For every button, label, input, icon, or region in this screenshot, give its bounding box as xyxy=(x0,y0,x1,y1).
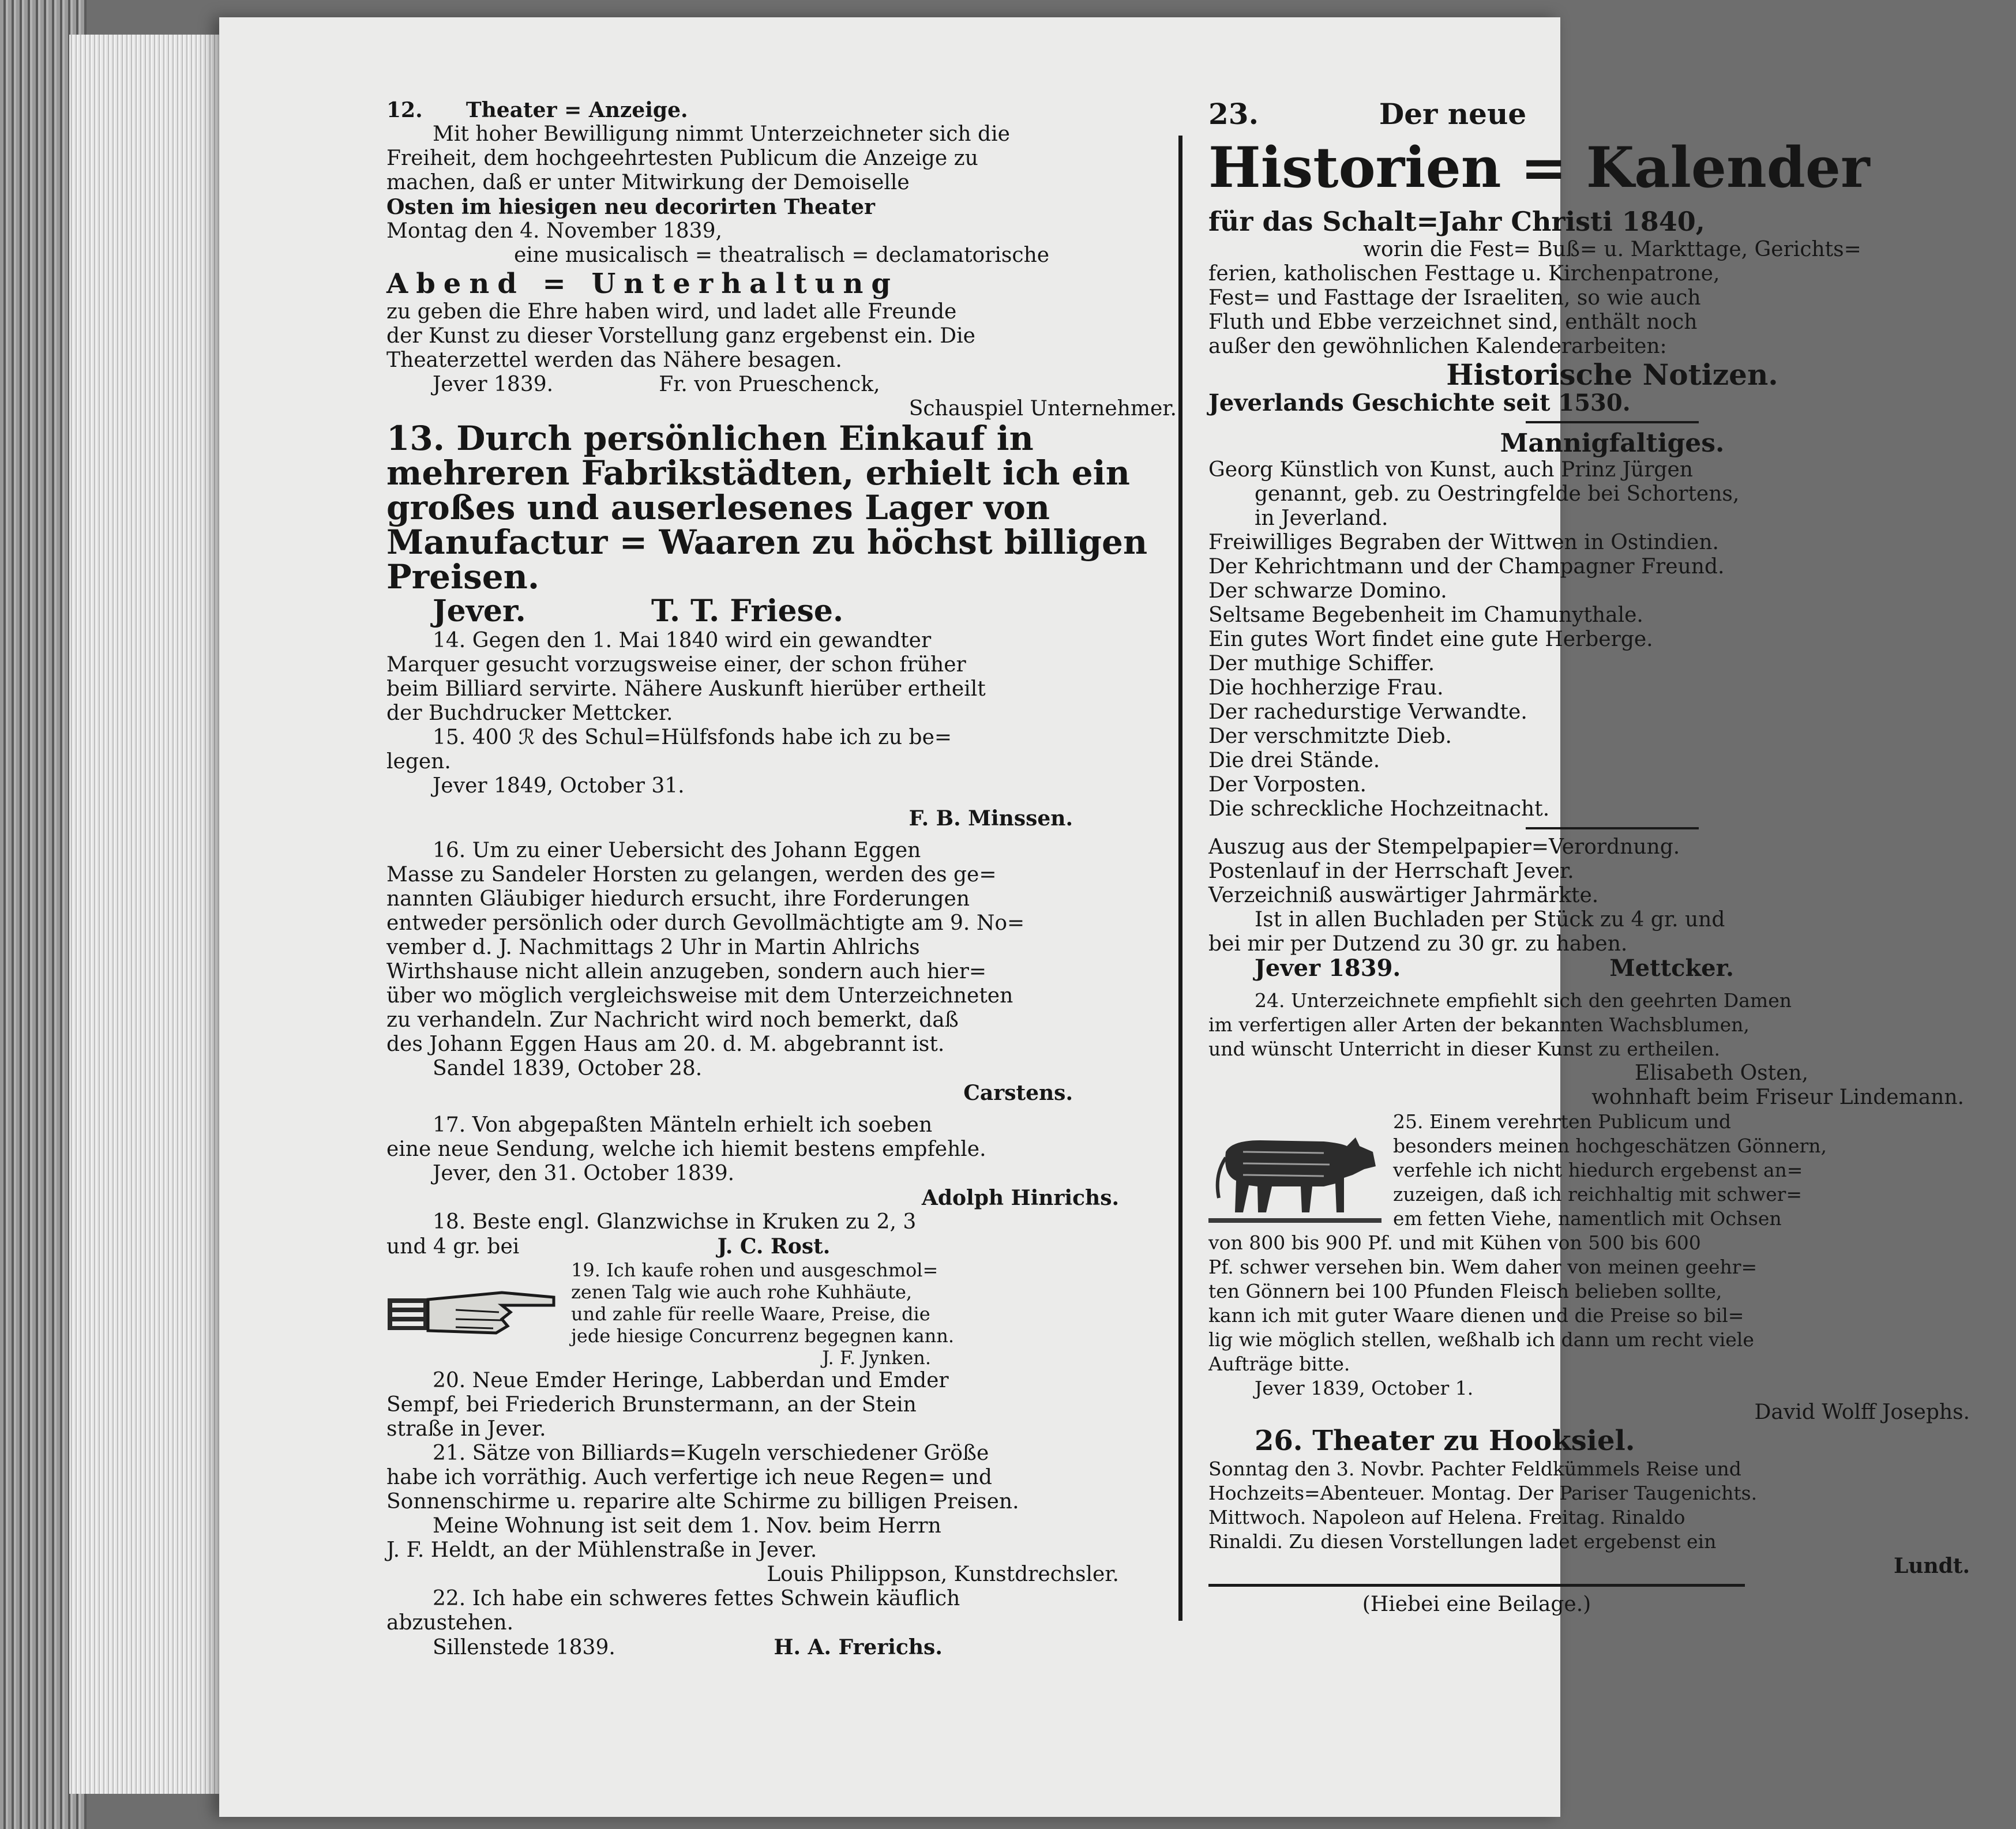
ad-15-line: 15. 400 ℛ des Schul=Hülfsfonds habe ich zu be= xyxy=(433,726,952,749)
ad-23-item: Der rachedurstige Verwandte. xyxy=(1208,700,1527,724)
ad-16-line: über wo möglich vergleichsweise mit dem Unterzeichneten xyxy=(386,984,1013,1008)
ad-16-line: 16. Um zu einer Uebersicht des Johann Eggen xyxy=(433,839,921,862)
ad-23-item: Der muthige Schiffer. xyxy=(1208,652,1435,675)
ad-25 xyxy=(1208,1110,2016,1425)
newspaper-page xyxy=(219,17,1970,1817)
ad-19-signer: J. F. Jynken. xyxy=(822,1347,932,1369)
ad-17-line: eine neue Sendung, welche ich hiemit bestens empfehle. xyxy=(386,1137,986,1161)
ad-12-title: Theater = Anzeige. xyxy=(465,98,688,122)
ad-23-item: Der schwarze Domino. xyxy=(1208,579,1447,603)
ad-20-line: 20. Neue Emder Heringe, Labberdan und Emder xyxy=(433,1369,949,1392)
ad-16-line: zu verhandeln. Zur Nachricht wird noch bemerkt, daß xyxy=(386,1008,959,1032)
ad-17 xyxy=(386,1113,1177,1210)
ad-23-section-item: Jeverlands Geschichte seit 1530. xyxy=(1208,389,1631,416)
ad-13-line: 13. Durch persönlichen Einkauf in xyxy=(386,419,1034,458)
ad-13-line: Preisen. xyxy=(386,557,540,596)
ad-23-desc: Fest= und Fasttage der Israeliten, so wie auch xyxy=(1208,286,1701,310)
ad-24-address: wohnhaft beim Friseur Lindemann. xyxy=(1591,1086,1964,1109)
ad-14 xyxy=(386,629,1177,726)
ad-21-line: 21. Sätze von Billiards=Kugeln verschiedener Größe xyxy=(433,1441,989,1465)
ad-25-line: Aufträge bitte. xyxy=(1208,1353,1350,1375)
ad-23-item: Die schreckliche Hochzeitnacht. xyxy=(1208,797,1550,821)
ad-13-signer: T. T. Friese. xyxy=(651,594,844,629)
ad-17-line: Jever, den 31. October 1839. xyxy=(433,1162,735,1185)
ad-12-line: machen, daß er unter Mitwirkung der Demoiselle xyxy=(386,171,910,194)
ad-26-title: 26. Theater zu Hooksiel. xyxy=(1255,1425,1635,1457)
ad-23-item: Georg Künstlich von Kunst, auch Prinz Jürgen xyxy=(1208,458,1693,482)
ad-23-section-misc: Mannigfaltiges. xyxy=(1500,429,1725,458)
separator-line xyxy=(1526,421,1699,423)
ad-24-line: und wünscht Unterricht in dieser Kunst zu ertheilen. xyxy=(1208,1038,1720,1060)
ad-19-line: 19. Ich kaufe rohen und ausgeschmol= xyxy=(571,1259,938,1281)
ad-16-line: Masse zu Sandeler Horsten zu gelangen, werden des ge= xyxy=(386,863,997,887)
ad-23-number: 23. xyxy=(1208,97,1259,131)
ad-26-line: Hochzeits=Abenteuer. Montag. Der Pariser Taugenichts. xyxy=(1208,1482,1758,1504)
ad-13-place: Jever. xyxy=(433,594,526,629)
ad-21-line: J. F. Heldt, an der Mühlenstraße in Jever. xyxy=(386,1538,817,1562)
ad-13-line: großes und auserlesenes Lager von xyxy=(386,488,1050,527)
ad-12-line: zu geben die Ehre haben wird, und ladet alle Freunde xyxy=(386,300,957,324)
ad-23-section-historical: Historische Notizen. xyxy=(1446,358,1778,392)
ad-12-place: Jever 1839. xyxy=(433,373,554,396)
ad-25-line: Jever 1839, October 1. xyxy=(1255,1377,1474,1399)
ad-16-line: Sandel 1839, October 28. xyxy=(433,1057,703,1080)
ad-20-line: straße in Jever. xyxy=(386,1417,546,1441)
ad-25-signer: David Wolff Josephs. xyxy=(1754,1400,1970,1424)
ad-22-line: abzustehen. xyxy=(386,1611,514,1635)
ad-16-line: des Johann Eggen Haus am 20. d. M. abgebrannt ist. xyxy=(386,1032,945,1056)
ad-23-extra: Ist in allen Buchladen per Stück zu 4 gr. und xyxy=(1255,908,1725,932)
ad-12-line: Freiheit, dem hochgeehrtesten Publicum die Anzeige zu xyxy=(386,147,978,170)
ad-23 xyxy=(1208,98,2016,981)
page-stack-edge xyxy=(69,35,236,1794)
ad-23-item: Freiwilliges Begraben der Wittwen in Ostindien. xyxy=(1208,531,1719,554)
ad-19 xyxy=(386,1259,1177,1369)
ad-23-item: Die drei Stände. xyxy=(1208,749,1380,772)
ad-25-line: verfehle ich nicht hiedurch ergebenst an= xyxy=(1393,1159,1803,1181)
ad-23-item: Die hochherzige Frau. xyxy=(1208,676,1444,700)
ad-14-line: 14. Gegen den 1. Mai 1840 wird ein gewandter xyxy=(433,629,932,652)
ad-12 xyxy=(386,98,1177,421)
ad-16-line: vember d. J. Nachmittags 2 Uhr in Martin Ahlrichs xyxy=(386,936,920,959)
ad-23-item: Seltsame Begebenheit im Chamunythale. xyxy=(1208,603,1643,627)
ad-24-line: 24. Unterzeichnete empfiehlt sich den geehrten Damen xyxy=(1255,989,1792,1012)
ad-23-desc: worin die Fest= Buß= u. Markttage, Gerichts= xyxy=(1363,238,1861,261)
left-column xyxy=(386,98,1177,1660)
ad-14-line: Marquer gesucht vorzugsweise einer, der schon früher xyxy=(386,653,966,677)
ad-24 xyxy=(1208,989,2016,1110)
column-divider xyxy=(1178,136,1182,1621)
ad-15-line: legen. xyxy=(386,750,451,773)
ad-12-line: Osten im hiesigen neu decorirten Theater xyxy=(386,195,875,219)
ad-23-desc: Fluth und Ebbe verzeichnet sind, enthält noch xyxy=(1208,310,1698,334)
ad-14-line: der Buchdrucker Mettcker. xyxy=(386,701,673,725)
ad-23-extra: Postenlauf in der Herrschaft Jever. xyxy=(1208,859,1574,883)
ad-23-item: Der verschmitzte Dieb. xyxy=(1208,724,1452,748)
ad-12-number: 12. xyxy=(386,98,423,122)
ad-23-subtitle: für das Schalt=Jahr Christi 1840, xyxy=(1208,206,1705,237)
ad-12-signer: Fr. von Prueschenck, xyxy=(659,373,880,396)
ad-21-line: habe ich vorräthig. Auch verfertige ich neue Regen= und xyxy=(386,1466,992,1489)
ad-25-line: besonders meinen hochgeschätzen Gönnern, xyxy=(1393,1135,1827,1157)
footer-note: (Hiebei eine Beilage.) xyxy=(1362,1593,1591,1616)
ad-23-title: Historien = Kalender xyxy=(1208,135,1870,200)
ad-23-desc: außer den gewöhnlichen Kalenderarbeiten: xyxy=(1208,335,1667,358)
ad-14-line: beim Billiard servirte. Nähere Auskunft hierüber ertheilt xyxy=(386,677,986,701)
ad-25-line: em fetten Viehe, namentlich mit Ochsen xyxy=(1393,1207,1782,1230)
ad-20 xyxy=(386,1369,1177,1441)
separator-line xyxy=(1526,827,1699,829)
ad-21 xyxy=(386,1441,1177,1587)
ad-23-item: genannt, geb. zu Oestringfelde bei Schortens, xyxy=(1255,482,1740,506)
ad-26 xyxy=(1208,1425,2016,1578)
ad-18-signer: J. C. Rost. xyxy=(717,1234,831,1259)
ad-18-line: und 4 gr. bei xyxy=(386,1235,520,1259)
pointing-hand-icon xyxy=(386,1275,560,1353)
ad-21-line: Sonnenschirme u. reparire alte Schirme zu billigen Preisen. xyxy=(386,1490,1019,1513)
ad-12-line: Mit hoher Bewilligung nimmt Unterzeichneter sich die xyxy=(433,122,1010,146)
ad-13-line: Manufactur = Waaren zu höchst billigen xyxy=(386,523,1148,562)
ad-24-line: im verfertigen aller Arten der bekannten Wachsblumen, xyxy=(1208,1013,1750,1036)
ad-25-line: ten Gönnern bei 100 Pfunden Fleisch belieben sollte, xyxy=(1208,1280,1722,1302)
ad-25-line: lig wie möglich stellen, weßhalb ich dann um recht viele xyxy=(1208,1328,1754,1351)
ad-25-line: Pf. schwer versehen bin. Wem daher von meinen geehr= xyxy=(1208,1256,1758,1278)
ad-25-line: kann ich mit guter Waare dienen und die Preise so bil= xyxy=(1208,1304,1744,1327)
ad-22 xyxy=(386,1587,1177,1660)
ad-16 xyxy=(386,839,1177,1105)
ad-23-desc: ferien, katholischen Festtage u. Kirchenpatrone, xyxy=(1208,262,1720,286)
ad-19-line: jede hiesige Concurrenz begegnen kann. xyxy=(571,1325,955,1347)
ad-26-line: Mittwoch. Napoleon auf Helena. Freitag. Rinaldo xyxy=(1208,1506,1685,1528)
ad-23-item: Der Vorposten. xyxy=(1208,773,1366,797)
ad-26-line: Rinaldi. Zu diesen Vorstellungen ladet ergebenst ein xyxy=(1208,1530,1717,1553)
ad-16-signer: Carstens. xyxy=(963,1081,1073,1105)
ad-23-item: Der Kehrichtmann und der Champagner Freund. xyxy=(1208,555,1725,579)
ad-15-signer: F. B. Minssen. xyxy=(908,806,1073,831)
ad-22-place: Sillenstede 1839. xyxy=(433,1636,615,1659)
ad-19-line: und zahle für reelle Waare, Preise, die xyxy=(571,1303,930,1325)
ad-19-line: zenen Talg wie auch rohe Kuhhäute, xyxy=(571,1281,913,1303)
ad-13-line: mehreren Fabrikstädten, erhielt ich ein xyxy=(386,453,1130,493)
ad-15 xyxy=(386,726,1177,831)
ox-illustration xyxy=(1208,1111,1381,1229)
ad-25-line: 25. Einem verehrten Publicum und xyxy=(1393,1110,1732,1133)
ad-18 xyxy=(386,1210,1177,1259)
ad-12-line: eine musicalisch = theatralisch = declamatorische xyxy=(513,243,1050,267)
ad-23-item: Ein gutes Wort findet eine gute Herberge. xyxy=(1208,628,1653,651)
ad-20-line: Sempf, bei Friederich Brunstermann, an der Stein xyxy=(386,1393,917,1417)
ad-23-item: in Jeverland. xyxy=(1255,506,1388,530)
ad-25-line: zuzeigen, daß ich reichhaltig mit schwer= xyxy=(1393,1183,1803,1205)
ad-17-line: 17. Von abgepaßten Mänteln erhielt ich soeben xyxy=(433,1113,933,1137)
ad-26-line: Sonntag den 3. Novbr. Pachter Feldkümmels Reise und xyxy=(1208,1458,1741,1480)
ad-18-line: 18. Beste engl. Glanzwichse in Kruken zu 2, 3 xyxy=(433,1210,917,1234)
ad-23-extra: Verzeichniß auswärtiger Jahrmärkte. xyxy=(1208,884,1599,907)
ad-12-role: Schauspiel Unternehmer. xyxy=(908,397,1177,420)
ad-12-line: der Kunst zu dieser Vorstellung ganz ergebenst ein. Die xyxy=(386,324,975,348)
ad-12-line: Theaterzettel werden das Nähere besagen. xyxy=(386,348,842,372)
ad-16-line: entweder persönlich oder durch Gevollmächtigte am 9. No= xyxy=(386,911,1025,935)
ad-24-signer: Elisabeth Osten, xyxy=(1634,1061,1808,1085)
ad-23-place: Jever 1839. xyxy=(1255,955,1401,982)
ad-12-headline: Abend = Unterhaltung xyxy=(386,268,899,300)
ad-26-signer: Lundt. xyxy=(1894,1554,1970,1578)
ad-16-line: nannten Gläubiger hiedurch ersucht, ihre Forderungen xyxy=(386,887,970,911)
ad-21-signer: Louis Philippson, Kunstdrechsler. xyxy=(767,1563,1119,1586)
ad-25-line: von 800 bis 900 Pf. und mit Kühen von 500 bis 600 xyxy=(1208,1231,1701,1254)
ad-23-extra: Auszug aus der Stempelpapier=Verordnung. xyxy=(1208,835,1680,859)
ad-15-line: Jever 1849, October 31. xyxy=(433,774,685,798)
ad-12-line: Montag den 4. November 1839, xyxy=(386,219,722,243)
ad-22-line: 22. Ich habe ein schweres fettes Schwein käuflich xyxy=(433,1587,960,1610)
ad-22-signer: H. A. Frerichs. xyxy=(774,1635,943,1659)
ad-17-signer: Adolph Hinrichs. xyxy=(921,1186,1119,1210)
ad-16-line: Wirthshause nicht allein anzugeben, sondern auch hier= xyxy=(386,960,987,983)
ad-23-intro: Der neue xyxy=(1379,97,1527,131)
ad-21-line: Meine Wohnung ist seit dem 1. Nov. beim Herrn xyxy=(433,1514,941,1538)
right-column xyxy=(1208,98,2016,1617)
ad-23-signer: Mettcker. xyxy=(1609,955,1734,982)
ad-23-extra: bei mir per Dutzend zu 30 gr. zu haben. xyxy=(1208,932,1628,956)
footer-rule xyxy=(1208,1584,1745,1587)
ad-13 xyxy=(386,421,1177,629)
